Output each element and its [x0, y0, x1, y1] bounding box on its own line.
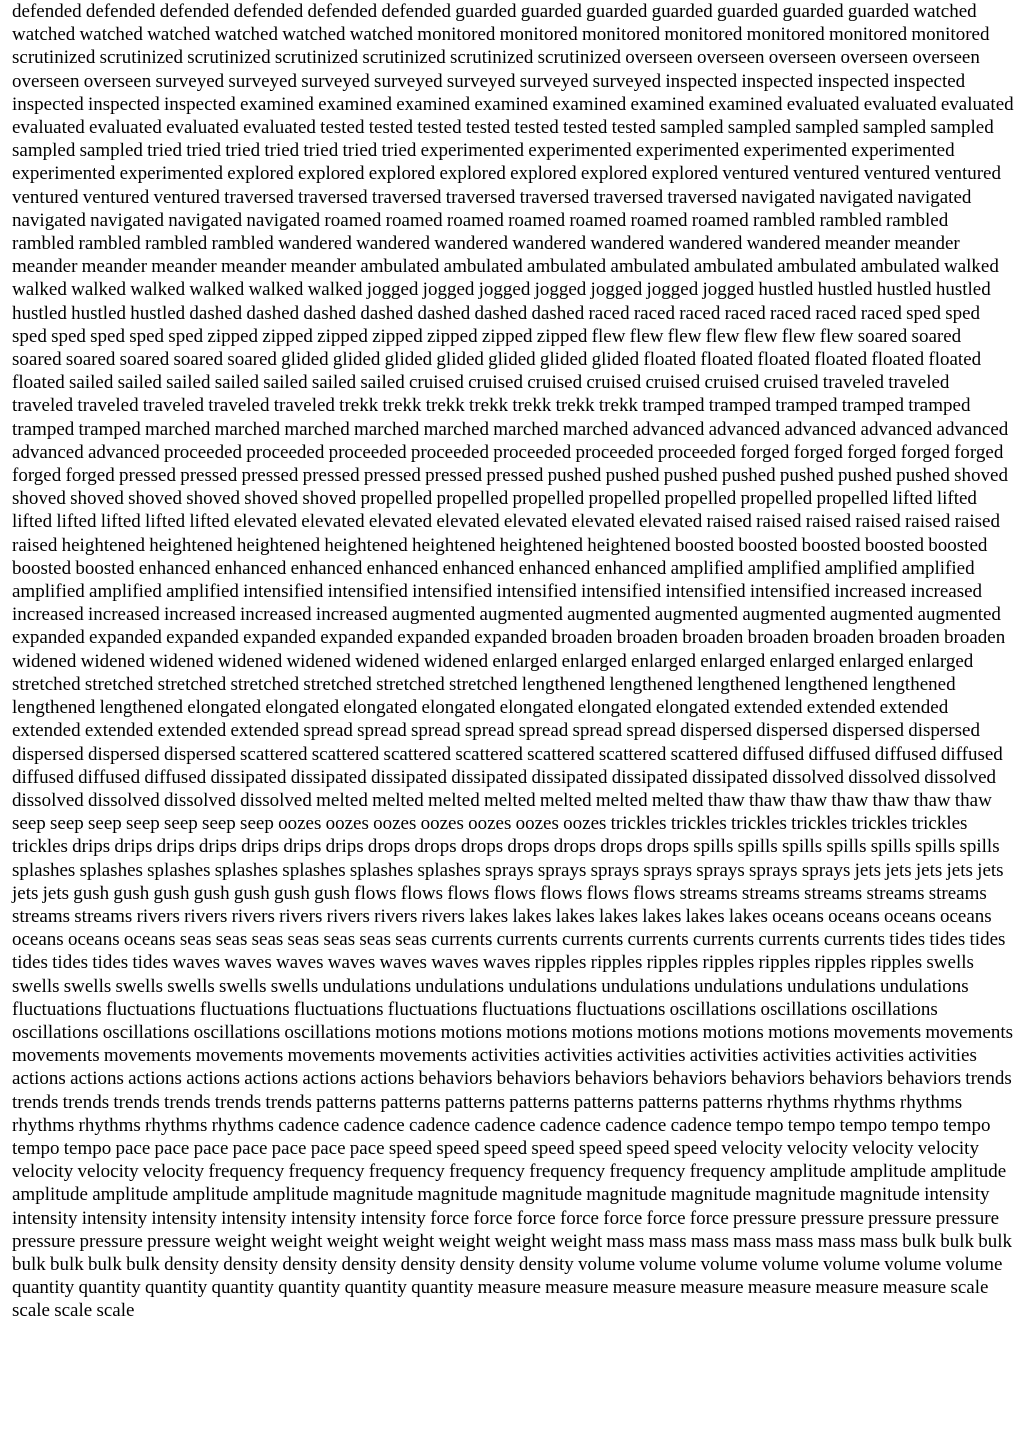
- body-text: defended defended defended defended defended defended guarded guarded guarded guarded guarded guarded guarded watched watched watched watched watched watched watched monitored monitored monitored monitored monitored monitored monitored scrutinized scrutinized scrutinized scrutinized scrutinized scrutinized scrutinized overseen overseen overseen overseen overseen overseen overseen surveyed surveyed surveyed surveyed surveyed surveyed surveyed inspected inspected inspected inspected inspected inspected inspected examined examined examined examined examined examined examined evaluated evaluated evaluated evaluated evaluated evaluated evaluated tested tested tested tested tested tested tested sampled sampled sampled sampled sampled sampled sampled tried tried tried tried tried tried tried experimented experimented experimented experimented experimented experimented experimented explored explored explored explored explored explored explored ventured ventured ventured ventured ventured ventured ventured traversed traversed traversed traversed traversed traversed traversed navigated navigated navigated navigated navigated navigated navigated roamed roamed roamed roamed roamed roamed roamed rambled rambled rambled rambled rambled rambled rambled wandered wandered wandered wandered wandered wandered wandered meander meander meander meander meander meander meander ambulated ambulated ambulated ambulated ambulated ambulated ambulated walked walked walked walked walked walked walked jogged jogged jogged jogged jogged jogged jogged hustled hustled hustled hustled hustled hustled hustled dashed dashed dashed dashed dashed dashed dashed raced raced raced raced raced raced raced sped sped sped sped sped sped sped zipped zipped zipped zipped zipped zipped zipped flew flew flew flew flew flew flew soared soared soared soared soared soared soared glided glided glided glided glided glided glided floated floated floated floated floated floated floated sailed sailed sailed sailed sailed sailed sailed cruised cruised cruised cruised cruised cruised cruised traveled traveled traveled traveled traveled traveled traveled trekk trekk trekk trekk trekk trekk trekk tramped tramped tramped tramped tramped tramped tramped marched marched marched marched marched marched marched advanced advanced advanced advanced advanced advanced advanced proceeded proceeded proceeded proceeded proceeded proceeded proceeded forged forged forged forged forged forged forged pressed pressed pressed pressed pressed pressed pressed pushed pushed pushed pushed pushed pushed pushed shoved shoved shoved shoved shoved shoved shoved propelled propelled propelled propelled propelled propelled propelled lifted lifted lifted lifted lifted lifted lifted elevated elevated elevated elevated elevated elevated elevated raised raised raised raised raised raised raised heightened heightened heightened heightened heightened heightened heightened boosted boosted boosted boosted boosted boosted boosted enhanced enhanced enhanced enhanced enhanced enhanced enhanced amplified amplified amplified amplified amplified amplified amplified intensified intensified intensified intensified intensified intensified intensified increased increased increased increased increased increased increased augmented augmented augmented augmented augmented augmented augmented expanded expanded expanded expanded expanded expanded expanded broaden broaden broaden broaden broaden broaden broaden widened widened widened widened widened widened widened enlarged enlarged enlarged enlarged enlarged enlarged enlarged stretched stretched stretched stretched stretched stretched stretched lengthened lengthened lengthened lengthened lengthened lengthened lengthened elongated elongated elongated elongated elongated elongated elongated extended extended extended extended extended extended extended spread spread spread spread spread spread spread dispersed dispersed dispersed dispersed dispersed dispersed dispersed scattered scattered scattered scattered scattered scattered scattered diffused diffused diffused diffused diffused diffused diffused dissipated dissipated dissipated dissipated dissipated dissipated dissipated dissolved dissolved dissolved dissolved dissolved dissolved dissolved melted melted melted melted melted melted melted thaw thaw thaw thaw thaw thaw thaw seep seep seep seep seep seep seep oozes oozes oozes oozes oozes oozes oozes trickles trickles trickles trickles trickles trickles trickles drips drips drips drips drips drips drips drops drops drops drops drops drops drops spills spills spills spills spills spills spills splashes splashes splashes splashes splashes splashes splashes sprays sprays sprays sprays sprays sprays sprays jets jets jets jets jets jets jets gush gush gush gush gush gush gush flows flows flows flows flows flows flows streams streams streams streams streams streams streams rivers rivers rivers rivers rivers rivers rivers lakes lakes lakes lakes lakes lakes lakes oceans oceans oceans oceans oceans oceans oceans seas seas seas seas seas seas seas currents currents currents currents currents currents currents tides tides tides tides tides tides tides waves waves waves waves waves waves waves ripples ripples ripples ripples ripples ripples ripples swells swells swells swells swells swells swells undulations undulations undulations undulations undulations undulations undulations fluctuations fluctuations fluctuations fluctuations fluctuations fluctuations fluctuations oscillations oscillations oscillations oscillations oscillations oscillations oscillations motions motions motions motions motions motions motions movements movements movements movements movements movements movements activities activities activities activities activities activities activities actions actions actions actions actions actions actions behaviors behaviors behaviors behaviors behaviors behaviors behaviors trends trends trends trends trends trends trends patterns patterns patterns patterns patterns patterns patterns rhythms rhythms rhythms rhythms rhythms rhythms rhythms cadence cadence cadence cadence cadence cadence cadence tempo tempo tempo tempo tempo tempo tempo pace pace pace pace pace pace pace speed speed speed speed speed speed speed velocity velocity velocity velocity velocity velocity velocity frequency frequency frequency frequency frequency frequency frequency amplitude amplitude amplitude amplitude amplitude amplitude amplitude magnitude magnitude magnitude magnitude magnitude magnitude magnitude intensity intensity intensity intensity intensity intensity intensity force force force force force force force pressure pressure pressure pressure pressure pressure pressure weight weight weight weight weight weight weight mass mass mass mass mass mass mass bulk bulk bulk bulk bulk bulk bulk density density density density density density density volume volume volume volume volume volume volume quantity quantity quantity quantity quantity quantity quantity measure measure measure measure measure measure measure scale scale scale scale: [12, 1, 1014, 1322]
